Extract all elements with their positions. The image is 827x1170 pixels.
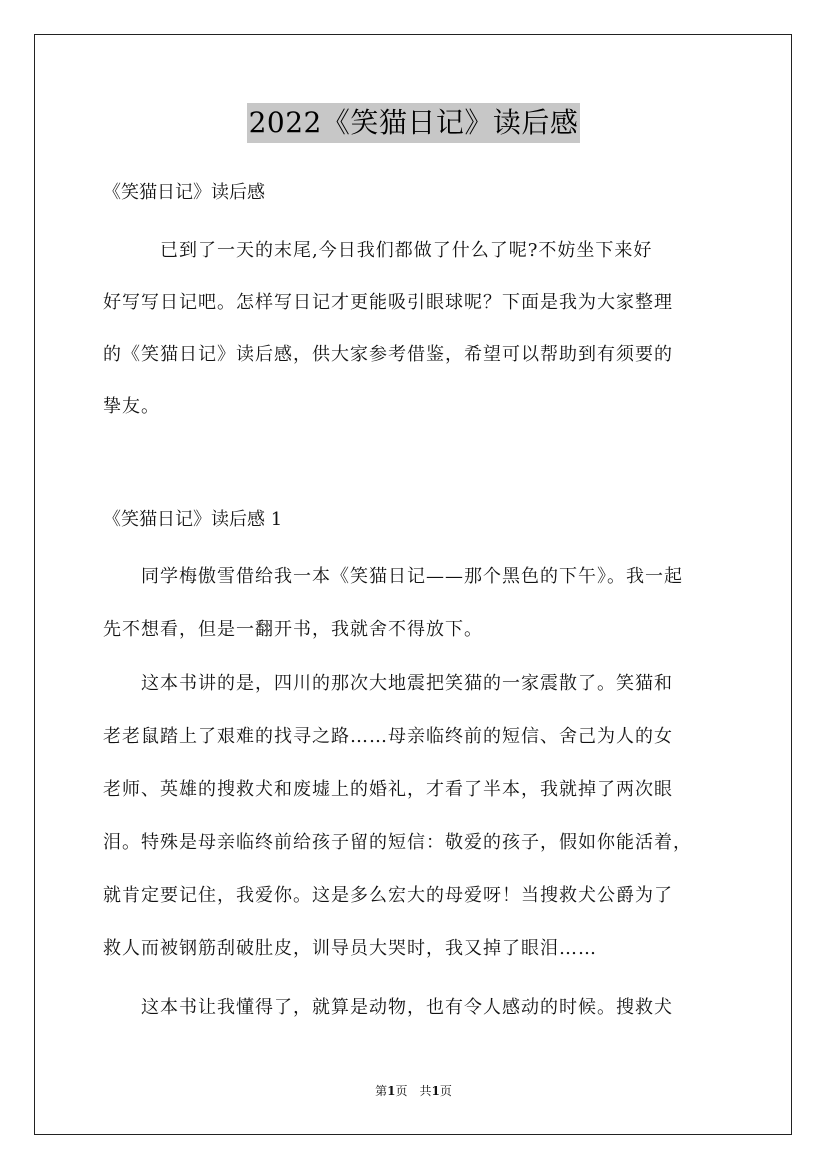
document-title: 2022《笑猫日记》读后感: [247, 103, 581, 143]
footer-page-total: 1: [431, 1084, 440, 1098]
paragraph-line: 老老鼠踏上了艰难的找寻之路……母亲临终前的短信、舍己为人的女: [103, 726, 673, 747]
paragraph-line: 救人而被钢筋刮破肚皮，训导员大哭时，我又掉了眼泪……: [103, 938, 597, 959]
intro-line: 已到了一天的末尾,今日我们都做了什么了呢?不妨坐下来好: [103, 240, 653, 261]
intro-line: 好写写日记吧。怎样写日记才更能吸引眼球呢？下面是我为大家整理: [103, 292, 673, 313]
footer-prefix: 第: [375, 1084, 388, 1098]
paragraph-line: 泪。特殊是母亲临终前给孩子留的短信：敬爱的孩子，假如你能活着，: [103, 832, 692, 853]
footer-suffix: 页: [439, 1084, 452, 1098]
footer-mid: 页 共: [395, 1084, 432, 1098]
paragraph-line: 就肯定要记住，我爱你。这是多么宏大的母爱呀！当搜救犬公爵为了: [103, 885, 673, 906]
paragraph-line: 这本书让我懂得了，就算是动物，也有令人感动的时候。搜救犬: [103, 997, 673, 1018]
footer-page-number: 1: [387, 1084, 396, 1098]
paragraph-line: 同学梅傲雪借给我一本《笑猫日记——那个黑色的下午》。我一起: [103, 566, 683, 587]
page-footer: [0, 1083, 827, 1099]
paragraph-line: 老师、英雄的搜救犬和废墟上的婚礼，才看了半本，我就掉了两次眼: [103, 779, 673, 800]
intro-line: 挚友。: [103, 396, 160, 417]
paragraph-line: 先不想看，但是一翻开书，我就舍不得放下。: [103, 619, 483, 640]
document-subtitle: 《笑猫日记》读后感: [103, 182, 265, 203]
title-wrap: [0, 103, 827, 143]
intro-line: 的《笑猫日记》读后感，供大家参考借鉴，希望可以帮助到有须要的: [103, 344, 673, 365]
section-heading: 《笑猫日记》读后感 1: [103, 509, 283, 530]
paragraph-line: 这本书讲的是，四川的那次大地震把笑猫的一家震散了。笑猫和: [103, 673, 673, 694]
